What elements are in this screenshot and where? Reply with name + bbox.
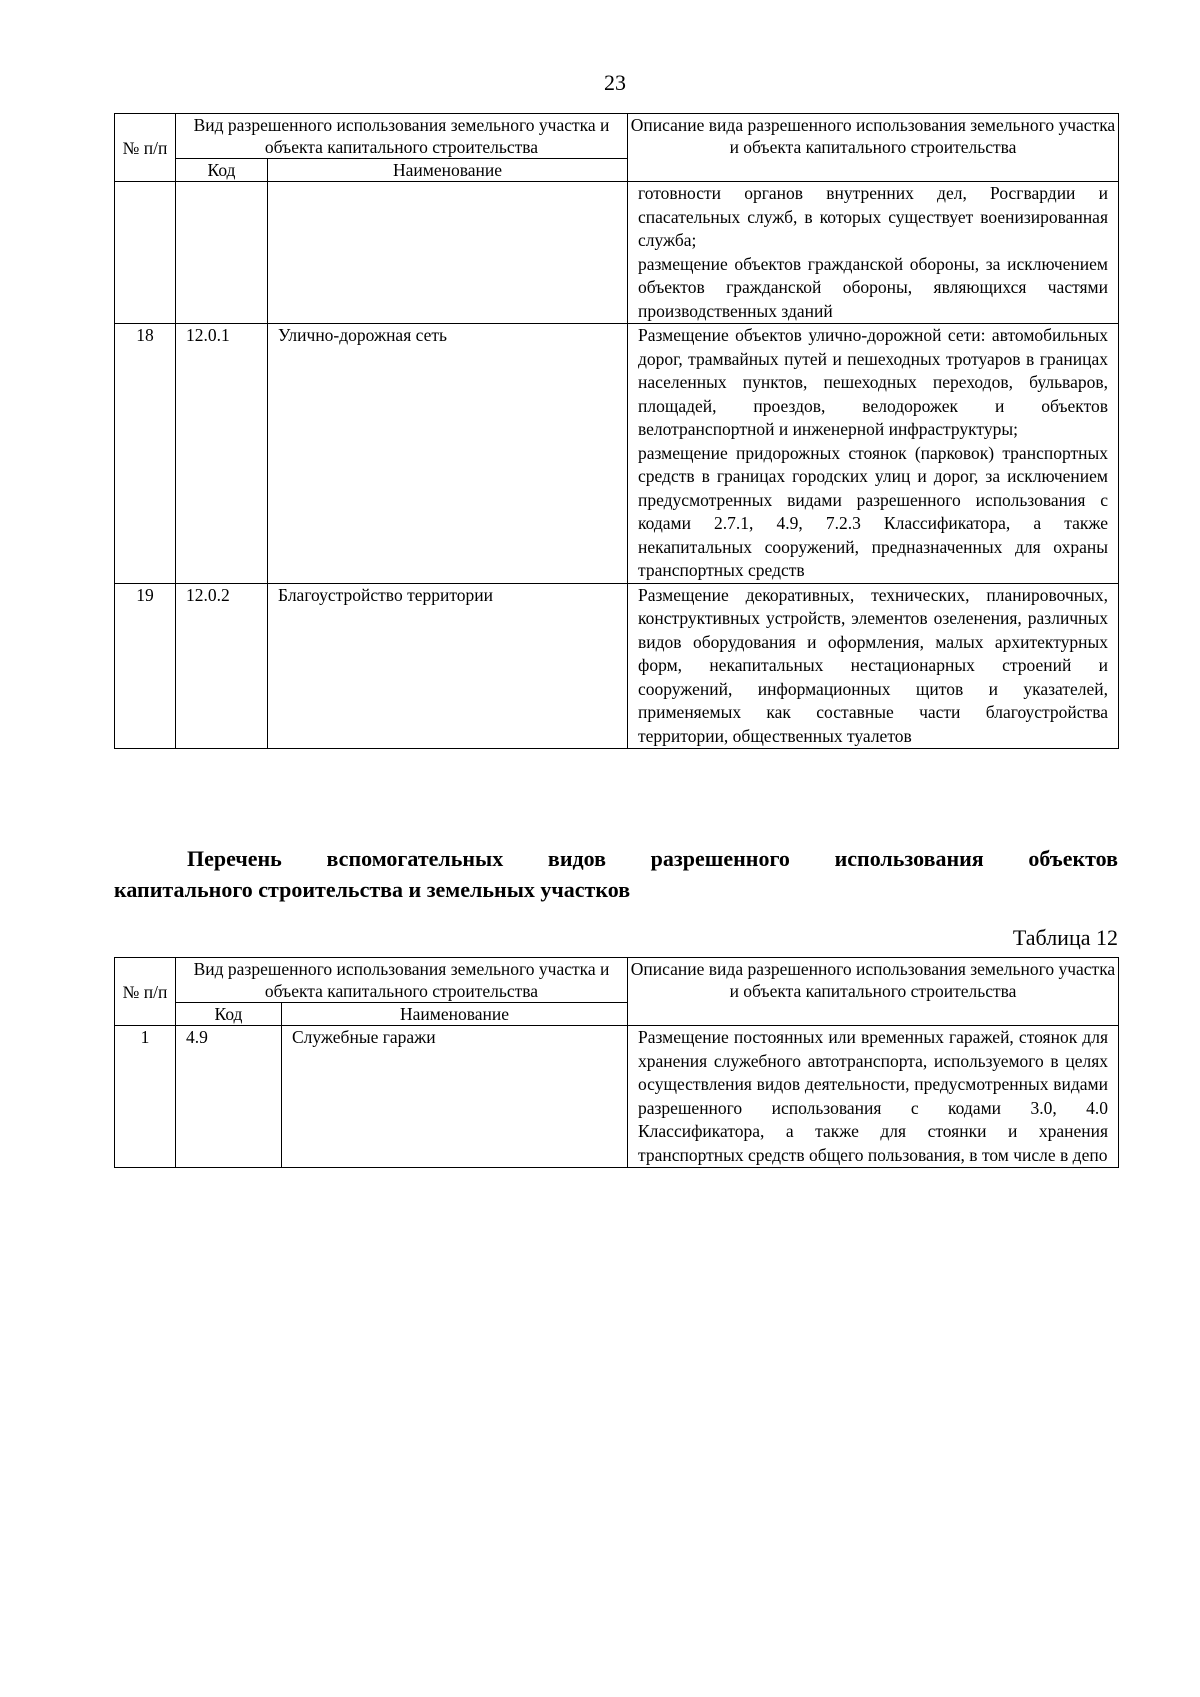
row-num: 18 — [115, 324, 176, 584]
header-name: Наименование — [268, 159, 628, 182]
header-group: Вид разрешенного использования земельного участка и объекта капитального строительства — [176, 958, 628, 1003]
header-code: Код — [176, 1003, 282, 1026]
table-row — [115, 324, 1119, 584]
row-num: 1 — [115, 1026, 176, 1168]
row-name: Благоустройство территории — [268, 583, 628, 749]
page-number: 23 — [604, 70, 626, 95]
row-code — [176, 182, 268, 324]
description-paragraph: Размещение декоративных, технических, планировочных, конструктивных устройств, элементов озеленения, различных видов оборудования и оформления, малых архитектурных форм, некапитальных нестационарных строений и сооружений, информационных щитов и указателей, применяемых как составные части благоустройства территории, общественных туалетов — [638, 584, 1108, 746]
section-heading — [114, 843, 1118, 905]
row-description — [628, 182, 1119, 324]
header-description: Описание вида разрешенного использования земельного участка и объекта капитального строительства — [628, 958, 1119, 1026]
row-description — [628, 1026, 1119, 1168]
description-paragraph: размещение объектов гражданской обороны, за исключением объектов гражданской обороны, являющихся частями производственных зданий — [638, 253, 1108, 321]
description-paragraph: Размещение объектов улично-дорожной сети: автомобильных дорог, трамвайных путей и пешеходных тротуаров в границах населенных пунктов, пешеходных переходов, бульваров, площадей, проездов, велодорожек и объектов велотранспортной и инженерной инфраструктуры; — [638, 325, 1108, 439]
description-paragraph: размещение придорожных стоянок (парковок) транспортных средств в границах городских улиц и дорог, за исключением предусмотренных видами разрешенного использования с кодами 2.7.1, 4.9, 7.2.3 Классификатора, а также некапитальных сооружений, предназначенных для охраны транспортных средств — [638, 442, 1108, 580]
row-code: 4.9 — [176, 1026, 282, 1168]
header-num: № п/п — [115, 958, 176, 1026]
row-code: 12.0.1 — [176, 324, 268, 584]
row-name: Улично-дорожная сеть — [268, 324, 628, 584]
header-group: Вид разрешенного использования земельного участка и объекта капитального строительства — [176, 114, 628, 159]
section-heading-line-2: капитального строительства и земельных участков — [114, 877, 631, 902]
table-label: Таблица 12 — [1012, 925, 1118, 950]
land-use-table-auxiliary — [114, 957, 1119, 1168]
header-description: Описание вида разрешенного использования земельного участка и объекта капитального строительства — [628, 114, 1119, 182]
table-row — [115, 583, 1119, 749]
land-use-table-main — [114, 113, 1119, 749]
row-code: 12.0.2 — [176, 583, 268, 749]
header-code: Код — [176, 159, 268, 182]
table-row — [115, 182, 1119, 324]
section-heading-line-1: Перечень вспомогательных видов разрешенного использования объектов — [187, 846, 1118, 871]
row-name — [268, 182, 628, 324]
row-num — [115, 182, 176, 324]
row-description — [628, 583, 1119, 749]
row-name: Служебные гаражи — [282, 1026, 628, 1168]
row-num: 19 — [115, 583, 176, 749]
header-num: № п/п — [115, 114, 176, 182]
table-row — [115, 1026, 1119, 1168]
description-paragraph: готовности органов внутренних дел, Росгвардии и спасательных служб, в которых существует военизированная служба; — [638, 183, 1108, 250]
description-paragraph: Размещение постоянных или временных гаражей, стоянок для хранения служебного автотранспорта, используемого в целях осуществления видов деятельности, предусмотренных видами разрешенного использования с кодами 3.0, 4.0 Классификатора, а также для стоянки и хранения транспортных средств общего пользования, в том числе в депо — [638, 1027, 1108, 1165]
header-name: Наименование — [282, 1003, 628, 1026]
row-description — [628, 324, 1119, 584]
